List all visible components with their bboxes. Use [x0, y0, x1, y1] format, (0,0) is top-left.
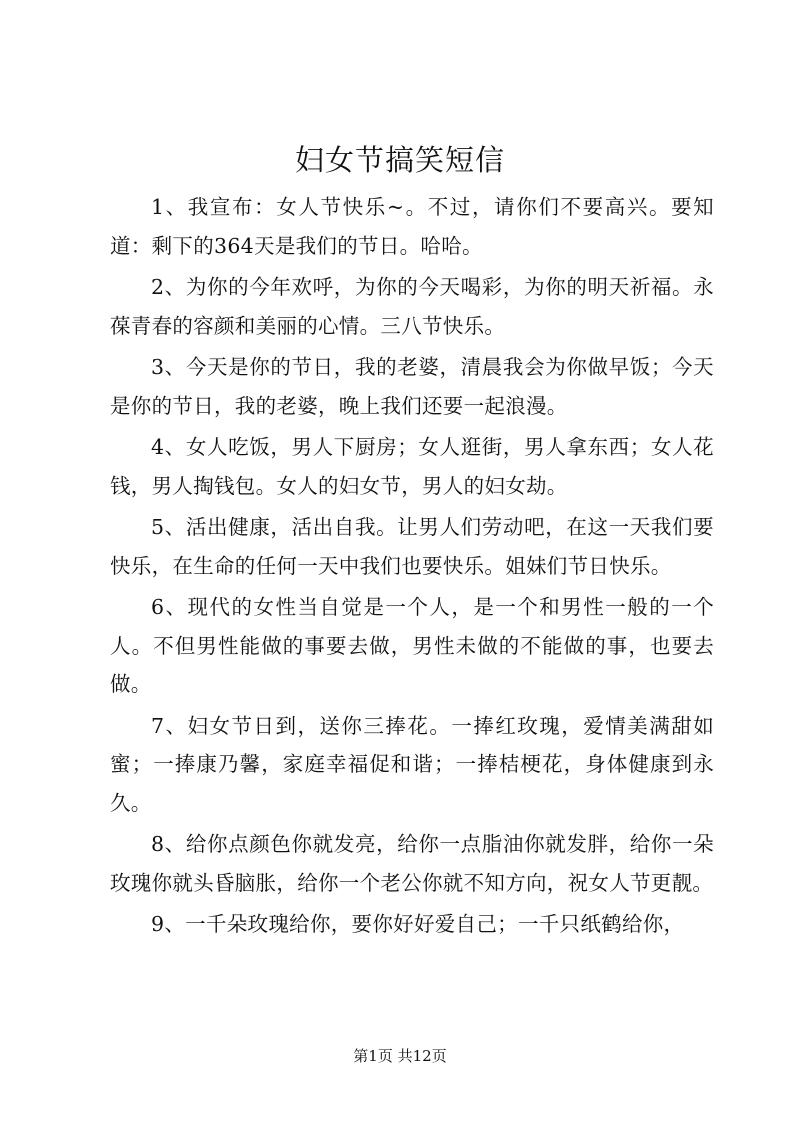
paragraph-4: 4、女人吃饭，男人下厨房；女人逛街，男人拿东西；女人花钱，男人掏钱包。女人的妇女节，男人的妇女劫。	[110, 435, 714, 498]
paragraph-9: 9、一千朵玫瑰给你，要你好好爱自己；一千只纸鹤给你，	[151, 912, 685, 936]
paragraph-8: 8、给你点颜色你就发亮，给你一点脂油你就发胖，给你一朵玫瑰你就头昏脑胀，给你一个老公你就不知方向，祝女人节更靓。	[110, 832, 714, 895]
paragraph-7: 7、妇女节日到，送你三捧花。一捧红玫瑰，爱情美满甜如蜜；一捧康乃馨，家庭幸福促和谐；一捧桔梗花，身体健康到永久。	[110, 713, 714, 815]
paragraph-2: 2、为你的今年欢呼，为你的今天喝彩，为你的明天祈福。永葆青春的容颜和美丽的心情。三八节快乐。	[110, 275, 714, 338]
paragraph-3: 3、今天是你的节日，我的老婆，清晨我会为你做早饭；今天是你的节日，我的老婆，晚上我们还要一起浪漫。	[110, 355, 714, 418]
page-number-footer: 第1页 共12页	[353, 1047, 447, 1065]
paragraph-1: 1、我宣布：女人节快乐~。不过，请你们不要高兴。要知道：剩下的364天是我们的节日。哈哈。	[110, 195, 714, 258]
paragraph-6: 6、现代的女性当自觉是一个人，是一个和男性一般的一个人。不但男性能做的事要去做，男性未做的不能做的事，也要去做。	[110, 595, 714, 696]
document-title: 妇女节搞笑短信	[294, 143, 505, 177]
paragraph-5: 5、活出健康，活出自我。让男人们劳动吧，在这一天我们要快乐，在生命的任何一天中我们也要快乐。姐妹们节日快乐。	[110, 515, 714, 578]
document-body	[110, 188, 714, 947]
